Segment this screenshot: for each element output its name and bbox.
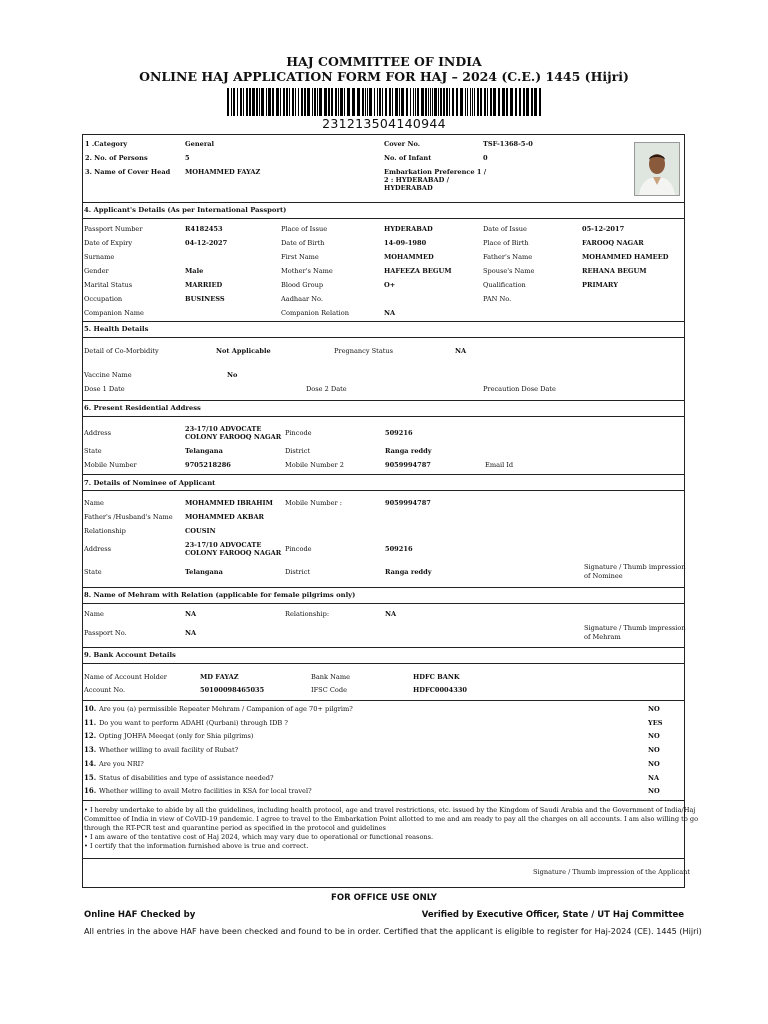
barcode-bar bbox=[338, 88, 339, 116]
field-label: Date of Birth bbox=[281, 239, 325, 247]
field-label: Mobile Number : bbox=[285, 499, 343, 507]
mehram-signature-caption: of Mehram bbox=[584, 633, 621, 641]
barcode-bar bbox=[467, 88, 468, 116]
comorbidity-value: Not Applicable bbox=[216, 347, 271, 355]
barcode-bar bbox=[256, 88, 258, 116]
field-label: Bank Name bbox=[311, 673, 350, 681]
marital-status-value: MARRIED bbox=[185, 281, 223, 289]
barcode-bar bbox=[526, 88, 529, 116]
barcode-bar bbox=[314, 88, 316, 116]
mehram-relationship-value: NA bbox=[385, 610, 397, 618]
question-text: Do you want to perform ADAHI (Qurbani) through IDB ? bbox=[99, 719, 288, 727]
barcode-bar bbox=[344, 88, 345, 116]
address-line: COLONY FAROOQ NAGAR bbox=[185, 433, 282, 441]
field-label: Pregnancy Status bbox=[334, 347, 394, 355]
barcode-bar bbox=[477, 88, 479, 116]
passport-number: R4182453 bbox=[185, 225, 223, 233]
barcode-bar bbox=[295, 88, 296, 116]
field-label: Detail of Co-Morbidity bbox=[84, 347, 159, 355]
field-label: Name of Account Holder bbox=[84, 673, 167, 681]
field-label: Account No. bbox=[84, 686, 126, 694]
pregnancy-status-value: NA bbox=[455, 347, 467, 355]
question-answer: NO bbox=[648, 732, 660, 740]
barcode-bar bbox=[498, 88, 500, 116]
section-title-mehram: 8. Name of Mehram with Relation (applicable for female pilgrims only) bbox=[84, 591, 356, 599]
applicant-photo bbox=[634, 142, 680, 196]
field-label: Date of Expiry bbox=[84, 239, 133, 247]
divider bbox=[82, 202, 685, 203]
barcode-bar bbox=[395, 88, 398, 116]
field-label: Passport No. bbox=[84, 629, 127, 637]
field-label: Address bbox=[84, 429, 112, 437]
field-label: Name bbox=[84, 499, 104, 507]
cover-head-value: MOHAMMED FAYAZ bbox=[185, 168, 261, 176]
barcode-bar bbox=[415, 88, 416, 116]
field-label: Address bbox=[84, 545, 112, 553]
barcode-bar bbox=[298, 88, 299, 116]
section-title-bank: 9. Bank Account Details bbox=[84, 651, 176, 659]
divider bbox=[82, 490, 685, 491]
barcode-bar bbox=[292, 88, 294, 116]
barcode-bar bbox=[434, 88, 437, 116]
verified-by-label: Verified by Executive Officer, State / UT Haj Committee bbox=[421, 910, 684, 920]
question-number: 13. bbox=[84, 745, 97, 754]
field-label: IFSC Code bbox=[311, 686, 347, 694]
field-label: Mobile Number 2 bbox=[285, 461, 344, 469]
vaccine-name-value: No bbox=[227, 371, 238, 379]
nominee-mobile-value: 9059994787 bbox=[385, 499, 431, 507]
form-title: ONLINE HAJ APPLICATION FORM FOR HAJ – 2024 (C.E.) 1445 (Hijri) bbox=[139, 69, 629, 84]
question-answer: NO bbox=[648, 746, 660, 754]
field-label: Father's Name bbox=[483, 253, 533, 261]
field-label: District bbox=[285, 568, 311, 576]
qualification-value: PRIMARY bbox=[582, 281, 618, 289]
divider bbox=[82, 858, 685, 859]
mobile-number-2-value: 9059994787 bbox=[385, 461, 431, 469]
barcode-bar bbox=[352, 88, 355, 116]
cover-head-label: 3. Name of Cover Head bbox=[85, 168, 171, 176]
barcode-bar bbox=[417, 88, 419, 116]
barcode-bar bbox=[259, 88, 260, 116]
barcode-bar bbox=[369, 88, 372, 116]
question-number: 15. bbox=[84, 773, 97, 782]
barcode-bar bbox=[440, 88, 442, 116]
section-title-nominee: 7. Details of Nominee of Applicant bbox=[84, 479, 216, 487]
field-label: Mother's Name bbox=[281, 267, 333, 275]
field-label: Relationship bbox=[84, 527, 126, 535]
divider bbox=[82, 800, 685, 801]
question-text: Whether willing to avail facility of Rubat? bbox=[99, 746, 239, 754]
barcode-bar bbox=[506, 88, 508, 116]
barcode-bar bbox=[446, 88, 448, 116]
barcode-bar bbox=[472, 88, 473, 116]
barcode-bar bbox=[377, 88, 378, 116]
declaration-line: • I hereby undertake to abide by all the guidelines, including health protocol, age and travel restrictions, etc. issued by the Kingdom of Saudi Arabia and the Government of India/Haj bbox=[84, 806, 696, 814]
divider bbox=[82, 603, 685, 604]
nominee-state-value: Telangana bbox=[185, 568, 223, 576]
account-holder-value: MD FAYAZ bbox=[200, 673, 239, 681]
field-label: Marital Status bbox=[84, 281, 133, 289]
barcode-bar bbox=[379, 88, 381, 116]
barcode-bar bbox=[510, 88, 513, 116]
barcode-bar bbox=[367, 88, 368, 116]
barcode-bar bbox=[487, 88, 488, 116]
divider bbox=[82, 337, 685, 338]
nominee-signature-caption: of Nominee bbox=[584, 572, 623, 580]
barcode-bar bbox=[502, 88, 505, 116]
barcode-bar bbox=[307, 88, 310, 116]
barcode-bar bbox=[484, 88, 486, 116]
declaration-line: • I certify that the information furnished above is true and correct. bbox=[84, 842, 309, 850]
barcode-bar bbox=[249, 88, 251, 116]
barcode-bar bbox=[385, 88, 387, 116]
barcode-bar bbox=[470, 88, 471, 116]
barcode-bar bbox=[465, 88, 466, 116]
barcode-bar bbox=[490, 88, 492, 116]
barcode-bar bbox=[493, 88, 496, 116]
cover-no-label: Cover No. bbox=[384, 140, 421, 148]
barcode-bar bbox=[399, 88, 400, 116]
barcode-bar bbox=[389, 88, 391, 116]
barcode-bar bbox=[410, 88, 411, 116]
barcode-bar bbox=[243, 88, 244, 116]
declaration-line: • I am aware of the tentative cost of Haj 2024, which may vary due to operational or functional reasons. bbox=[84, 833, 434, 841]
field-label: Companion Relation bbox=[281, 309, 349, 317]
barcode-bar bbox=[240, 88, 242, 116]
declaration-line: through the RT-PCR test and quarantine period as specified in the protocol and guidelines bbox=[84, 824, 386, 832]
field-label: Relationship: bbox=[285, 610, 330, 618]
field-label: Mobile Number bbox=[84, 461, 137, 469]
place-of-issue-value: HYDERABAD bbox=[384, 225, 433, 233]
date-of-expiry: 04-12-2027 bbox=[185, 239, 228, 247]
field-label: Vaccine Name bbox=[84, 371, 132, 379]
barcode-bar bbox=[474, 88, 475, 116]
barcode-number: 231213504140944 bbox=[322, 116, 446, 131]
mehram-signature-caption: Signature / Thumb impression bbox=[584, 624, 686, 632]
barcode-bar bbox=[312, 88, 313, 116]
barcode-bar bbox=[272, 88, 274, 116]
barcode-bar bbox=[449, 88, 450, 116]
field-label: State bbox=[84, 568, 102, 576]
embarkation-label: 2 : HYDERABAD / bbox=[384, 176, 450, 184]
barcode-bar bbox=[406, 88, 408, 116]
barcode-bar bbox=[430, 88, 431, 116]
barcode-bar bbox=[301, 88, 303, 116]
question-text: Are you NRI? bbox=[99, 760, 144, 768]
divider bbox=[82, 700, 685, 701]
field-label: Dose 2 Date bbox=[306, 385, 347, 393]
barcode-bar bbox=[340, 88, 343, 116]
barcode-bar bbox=[531, 88, 533, 116]
field-label: Name bbox=[84, 610, 104, 618]
barcode-bar bbox=[335, 88, 337, 116]
question-number: 11. bbox=[84, 718, 97, 727]
field-label: First Name bbox=[281, 253, 319, 261]
field-label: State bbox=[84, 447, 102, 455]
barcode-bar bbox=[438, 88, 439, 116]
field-label: Occupation bbox=[84, 295, 123, 303]
barcode-bar bbox=[280, 88, 281, 116]
question-text: Opting JOHFA Meeqat (only for Shia pilgrims) bbox=[99, 732, 254, 740]
address-line: 23-17/10 ADVOCATE bbox=[185, 425, 262, 433]
applicant-signature-caption: Signature / Thumb impression of the Applicant bbox=[533, 868, 691, 876]
barcode-bar bbox=[246, 88, 248, 116]
certification-text: All entries in the above HAF have been checked and found to be in order. Certified that the applicant is eligible to register for Haj-2024 (CE). 1445 (Hijri) bbox=[84, 926, 702, 936]
field-label: Date of Issue bbox=[483, 225, 527, 233]
ifsc-code-value: HDFC0004330 bbox=[413, 686, 467, 694]
section-title-health: 5. Health Details bbox=[84, 325, 149, 333]
section-title-applicant: 4. Applicant's Details (As per International Passport) bbox=[84, 206, 287, 214]
office-use-heading: FOR OFFICE USE ONLY bbox=[331, 893, 437, 903]
embarkation-label: Embarkation Preference 1 / bbox=[384, 168, 487, 176]
field-label: Surname bbox=[84, 253, 115, 261]
question-answer: YES bbox=[648, 719, 663, 727]
question-answer: NO bbox=[648, 787, 660, 795]
companion-relation-value: NA bbox=[384, 309, 396, 317]
state-value: Telangana bbox=[185, 447, 223, 455]
first-name-value: MOHAMMED bbox=[384, 253, 434, 261]
divider bbox=[82, 400, 685, 401]
divider bbox=[82, 647, 685, 648]
nominee-district-value: Ranga reddy bbox=[385, 568, 432, 576]
question-answer: NO bbox=[648, 705, 660, 713]
question-number: 10. bbox=[84, 704, 97, 713]
barcode-bar bbox=[428, 88, 429, 116]
barcode-bar bbox=[392, 88, 393, 116]
nominee-address-line: COLONY FAROOQ NAGAR bbox=[185, 549, 282, 557]
barcode-bar bbox=[374, 88, 375, 116]
barcode-bar bbox=[452, 88, 454, 116]
field-label: Gender bbox=[84, 267, 109, 275]
mother-name-value: HAFEEZA BEGUM bbox=[384, 267, 452, 275]
nominee-father-value: MOHAMMED AKBAR bbox=[185, 513, 265, 521]
barcode-bar bbox=[283, 88, 285, 116]
field-label: Passport Number bbox=[84, 225, 143, 233]
blood-group-value: O+ bbox=[384, 281, 396, 289]
barcode-bar bbox=[319, 88, 322, 116]
field-label: Dose 1 Date bbox=[84, 385, 125, 393]
section-title-address: 6. Present Residential Address bbox=[84, 404, 201, 412]
barcode-bar bbox=[233, 88, 235, 116]
barcode-bar bbox=[227, 88, 229, 116]
nominee-address-line: 23-17/10 ADVOCATE bbox=[185, 541, 262, 549]
barcode-bar bbox=[317, 88, 318, 116]
barcode-bar bbox=[443, 88, 445, 116]
question-text: Status of disabilities and type of assistance needed? bbox=[99, 774, 274, 782]
account-number-value: 50100098465035 bbox=[200, 686, 265, 694]
field-label: Blood Group bbox=[281, 281, 324, 289]
barcode-bar bbox=[515, 88, 517, 116]
field-label: Pincode bbox=[285, 429, 312, 437]
divider bbox=[82, 416, 685, 417]
category-label: 1 .Category bbox=[85, 140, 128, 148]
barcode-bar bbox=[304, 88, 306, 116]
nominee-pincode-value: 509216 bbox=[385, 545, 413, 553]
barcode bbox=[227, 88, 541, 116]
nominee-signature-caption: Signature / Thumb impression bbox=[584, 563, 686, 571]
barcode-bar bbox=[382, 88, 383, 116]
question-text: Whether willing to avail Metro facilities in KSA for local travel? bbox=[99, 787, 312, 795]
date-of-birth-value: 14-09-1980 bbox=[384, 239, 427, 247]
persons-label: 2. No. of Persons bbox=[85, 154, 148, 162]
barcode-bar bbox=[523, 88, 525, 116]
mobile-number-value: 9705218286 bbox=[185, 461, 231, 469]
barcode-bar bbox=[261, 88, 264, 116]
barcode-bar bbox=[539, 88, 541, 116]
divider bbox=[82, 587, 685, 588]
question-number: 14. bbox=[84, 759, 97, 768]
field-label: District bbox=[285, 447, 311, 455]
question-answer: NA bbox=[648, 774, 660, 782]
checked-by-label: Online HAF Checked by bbox=[84, 910, 196, 920]
infant-value: 0 bbox=[483, 154, 488, 162]
barcode-bar bbox=[276, 88, 279, 116]
field-label: PAN No. bbox=[483, 295, 512, 303]
field-label: Precaution Dose Date bbox=[483, 385, 556, 393]
barcode-bar bbox=[460, 88, 463, 116]
barcode-bar bbox=[289, 88, 290, 116]
barcode-bar bbox=[328, 88, 330, 116]
barcode-bar bbox=[252, 88, 255, 116]
barcode-bar bbox=[365, 88, 366, 116]
date-of-issue-value: 05-12-2017 bbox=[582, 225, 625, 233]
bank-name-value: HDFC BANK bbox=[413, 673, 460, 681]
barcode-bar bbox=[432, 88, 433, 116]
pincode-value: 509216 bbox=[385, 429, 413, 437]
question-text: Are you (a) permissible Repeater Mehram / Campanion of age 70+ pilgrim? bbox=[99, 705, 353, 713]
barcode-bar bbox=[519, 88, 521, 116]
barcode-bar bbox=[268, 88, 271, 116]
mehram-passport-value: NA bbox=[185, 629, 197, 637]
barcode-bar bbox=[231, 88, 232, 116]
mehram-name-value: NA bbox=[185, 610, 197, 618]
divider bbox=[82, 218, 685, 219]
barcode-bar bbox=[413, 88, 414, 116]
gender-value: Male bbox=[185, 267, 204, 275]
barcode-bar bbox=[331, 88, 333, 116]
cover-no-value: TSF-1368-5-0 bbox=[483, 140, 533, 148]
category-value: General bbox=[185, 140, 215, 148]
place-of-birth-value: FAROOQ NAGAR bbox=[582, 239, 644, 247]
barcode-bar bbox=[237, 88, 238, 116]
persons-value: 5 bbox=[185, 154, 190, 162]
question-answer: NO bbox=[648, 760, 660, 768]
barcode-bar bbox=[401, 88, 404, 116]
barcode-bar bbox=[534, 88, 537, 116]
field-label: Place of Birth bbox=[483, 239, 529, 247]
barcode-bar bbox=[456, 88, 458, 116]
question-number: 16. bbox=[84, 786, 97, 795]
barcode-bar bbox=[362, 88, 364, 116]
question-number: 12. bbox=[84, 731, 97, 740]
barcode-bar bbox=[324, 88, 327, 116]
infant-label: No. of Infant bbox=[384, 154, 432, 162]
nominee-name-value: MOHAMMED IBRAHIM bbox=[185, 499, 273, 507]
barcode-bar bbox=[286, 88, 288, 116]
field-label: Companion Name bbox=[84, 309, 144, 317]
occupation-value: BUSINESS bbox=[185, 295, 225, 303]
barcode-bar bbox=[357, 88, 360, 116]
divider bbox=[82, 321, 685, 322]
field-label: Qualification bbox=[483, 281, 526, 289]
field-label: Spouse's Name bbox=[483, 267, 535, 275]
father-name-value: MOHAMMED HAMEED bbox=[582, 253, 669, 261]
barcode-bar bbox=[347, 88, 350, 116]
declaration-line: Committee of India in view of CoVID-19 pandemic. I agree to travel to the Embarkation Point allotted to me and am ready to pay all the charges on all accounts. I am also willing to go bbox=[84, 815, 699, 823]
barcode-bar bbox=[266, 88, 267, 116]
barcode-bar bbox=[421, 88, 424, 116]
field-label: Pincode bbox=[285, 545, 312, 553]
nominee-relationship-value: COUSIN bbox=[185, 527, 216, 535]
spouse-name-value: REHANA BEGUM bbox=[582, 267, 647, 275]
form-title-org: HAJ COMMITTEE OF INDIA bbox=[286, 54, 482, 69]
district-value: Ranga reddy bbox=[385, 447, 432, 455]
divider bbox=[82, 474, 685, 475]
barcode-bar bbox=[425, 88, 427, 116]
barcode-bar bbox=[480, 88, 482, 116]
field-label: Place of Issue bbox=[281, 225, 328, 233]
embarkation-label: HYDERABAD bbox=[384, 184, 433, 192]
field-label: Father's /Husband's Name bbox=[84, 513, 173, 521]
divider bbox=[82, 663, 685, 664]
field-label: Email Id bbox=[485, 461, 514, 469]
field-label: Aadhaar No. bbox=[281, 295, 323, 303]
